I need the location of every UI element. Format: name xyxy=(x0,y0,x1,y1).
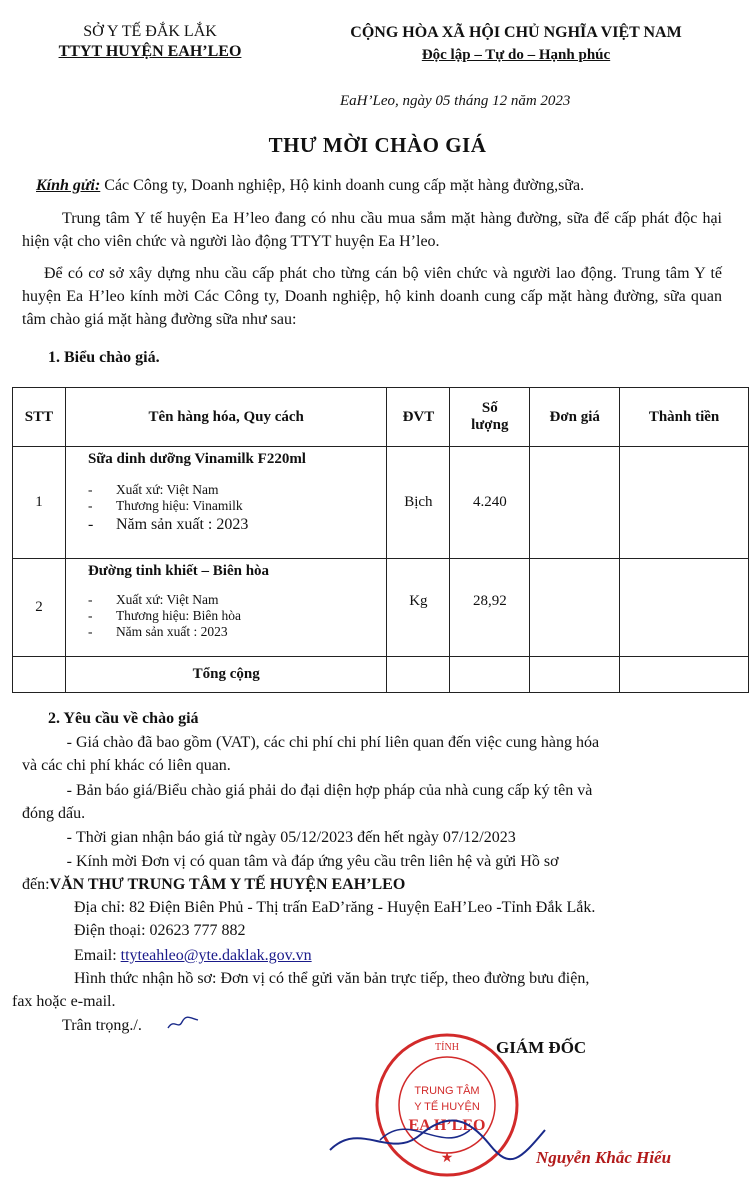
contact-email-line: Email: ttyteahleo@yte.daklak.gov.vn xyxy=(74,947,312,964)
recipient-label: Kính gửi: xyxy=(36,177,101,194)
svg-text:TRUNG TÂM: TRUNG TÂM xyxy=(414,1085,480,1097)
header-name: Tên hàng hóa, Quy cách xyxy=(65,388,387,447)
closing-line: Trân trọng./. xyxy=(62,1017,142,1034)
row-total xyxy=(620,559,749,657)
svg-text:Y TẾ HUYỆN: Y TẾ HUYỆN xyxy=(414,1101,480,1113)
item-title: Đường tinh khiết – Biên hòa xyxy=(87,563,270,579)
signer-name: Nguyễn Khắc Hiếu xyxy=(536,1148,672,1167)
recipient-line xyxy=(36,174,584,197)
requirement-cont: đóng dấu. xyxy=(22,805,86,822)
section-1-title: 1. Biểu chào giá. xyxy=(48,349,160,366)
requirement-item: - Giá chào đã bao gồm (VAT), các chi phí chi phí liên quan đến việc cung hàng hóa xyxy=(66,734,600,751)
svg-text:EA H’LEO: EA H’LEO xyxy=(408,1117,486,1134)
svg-text:★: ★ xyxy=(440,1151,454,1166)
table-row xyxy=(13,447,749,559)
paragraph-intro: Trung tâm Y tế huyện Ea H’leo đang có nhu cầu mua sắm mặt hàng đường, sữa để cấp phát độc hại hiện vật cho viên chức và người lào động TTYT huyện Ea H’leo. xyxy=(22,210,722,250)
submission-method-cont: fax hoặc e-mail. xyxy=(12,993,116,1010)
item-year: - Năm sản xuất : 2023 xyxy=(87,624,228,639)
nation-title: CỘNG HÒA XÃ HỘI CHỦ NGHĨA VIỆT NAM xyxy=(350,24,682,41)
item-origin: - Xuất xứ: Việt Nam xyxy=(87,592,219,607)
agency-name: TTYT HUYỆN EAH’LEO xyxy=(58,43,242,60)
item-year: - Năm sản xuất : 2023 xyxy=(87,516,249,533)
total-qty-empty xyxy=(450,657,530,693)
row-description xyxy=(65,559,387,657)
row-description xyxy=(65,447,387,559)
table-total-row xyxy=(13,657,749,693)
header-qty-line1: Số xyxy=(481,400,498,416)
row-price xyxy=(530,447,620,559)
row-total xyxy=(620,447,749,559)
item-brand: - Thương hiệu: Vinamilk xyxy=(87,498,243,513)
item-brand: - Thương hiệu: Biên hòa xyxy=(87,608,241,623)
requirement-item: - Thời gian nhận báo giá từ ngày 05/12/2023 đến hết ngày 07/12/2023 xyxy=(66,829,516,846)
document-title: THƯ MỜI CHÀO GIÁ xyxy=(268,133,487,157)
requirement-item: - Bản báo giá/Biểu chào giá phải do đại diện hợp pháp của nhà cung cấp ký tên và xyxy=(66,782,593,799)
email-link[interactable]: ttyteahleo@yte.daklak.gov.vn xyxy=(120,947,312,964)
requirement-item: - Kính mời Đơn vị có quan tâm và đáp ứng yêu cầu trên liên hệ và gửi Hồ sơ xyxy=(66,853,559,870)
svg-text:TỈNH: TỈNH xyxy=(435,1042,459,1053)
row-stt: 1 xyxy=(13,447,66,559)
price-table xyxy=(12,387,749,693)
total-label: Tổng cộng xyxy=(65,657,387,693)
row-stt: 2 xyxy=(13,559,66,657)
initials-scribble xyxy=(166,1014,200,1034)
contact-address: Địa chỉ: 82 Điện Biên Phủ - Thị trấn EaD’răng - Huyện EaH’Leo -Tỉnh Đắk Lắk. xyxy=(74,899,596,916)
issuer-block xyxy=(30,22,270,62)
row-qty: 28,92 xyxy=(450,559,530,657)
date-line: EaH’Leo, ngày 05 tháng 12 năm 2023 xyxy=(340,93,571,109)
header-qty xyxy=(450,388,530,447)
total-stt-empty xyxy=(13,657,66,693)
contact-phone: Điện thoại: 02623 777 882 xyxy=(74,922,246,939)
header-unit: ĐVT xyxy=(387,388,450,447)
row-unit: Kg xyxy=(387,559,450,657)
total-price-empty xyxy=(530,657,620,693)
requirement-cont: và các chi phí khác có liên quan. xyxy=(22,757,231,774)
signer-position: GIÁM ĐỐC xyxy=(496,1038,587,1057)
total-amount-empty xyxy=(620,657,749,693)
paragraph-invitation: Để có cơ sở xây dựng nhu cầu cấp phát cho từng cán bộ viên chức và người lao động. Trung tâm Y tế huyện Ea H’leo kính mời Các Công ty, Doanh nghiệp, hộ kinh doanh cung cấp mặt hàng đường, sữa quan tâm chào giá mặt hàng đường sữa như sau: xyxy=(22,265,722,328)
nation-motto: Độc lập – Tự do – Hạnh phúc xyxy=(421,47,611,63)
row-price xyxy=(530,559,620,657)
header-qty-line2: lượng xyxy=(471,417,509,433)
header-price: Đơn giá xyxy=(530,388,620,447)
row-qty: 4.240 xyxy=(450,447,530,559)
parent-agency: SỞ Y TẾ ĐẮK LẮK xyxy=(83,23,217,40)
total-unit-empty xyxy=(387,657,450,693)
item-origin: - Xuất xứ: Việt Nam xyxy=(87,482,219,497)
table-header-row xyxy=(13,388,749,447)
section-2-title: 2. Yêu cầu về chào giá xyxy=(48,710,199,727)
recipient-text: Các Công ty, Doanh nghiệp, Hộ kinh doanh cung cấp mặt hàng đường,sữa. xyxy=(100,177,585,194)
header-stt: STT xyxy=(13,388,66,447)
nation-block xyxy=(296,22,736,66)
item-title: Sữa dinh dưỡng Vinamilk F220ml xyxy=(87,451,306,467)
signature-scribble xyxy=(320,1100,550,1170)
recipient-office: đến:VĂN THƯ TRUNG TÂM Y TẾ HUYỆN EAH’LEO xyxy=(22,876,406,893)
submission-method: Hình thức nhận hồ sơ: Đơn vị có thể gửi văn bản trực tiếp, theo đường bưu điện, xyxy=(74,970,590,987)
header-total: Thành tiền xyxy=(620,388,749,447)
table-row xyxy=(13,559,749,657)
row-unit: Bịch xyxy=(387,447,450,559)
